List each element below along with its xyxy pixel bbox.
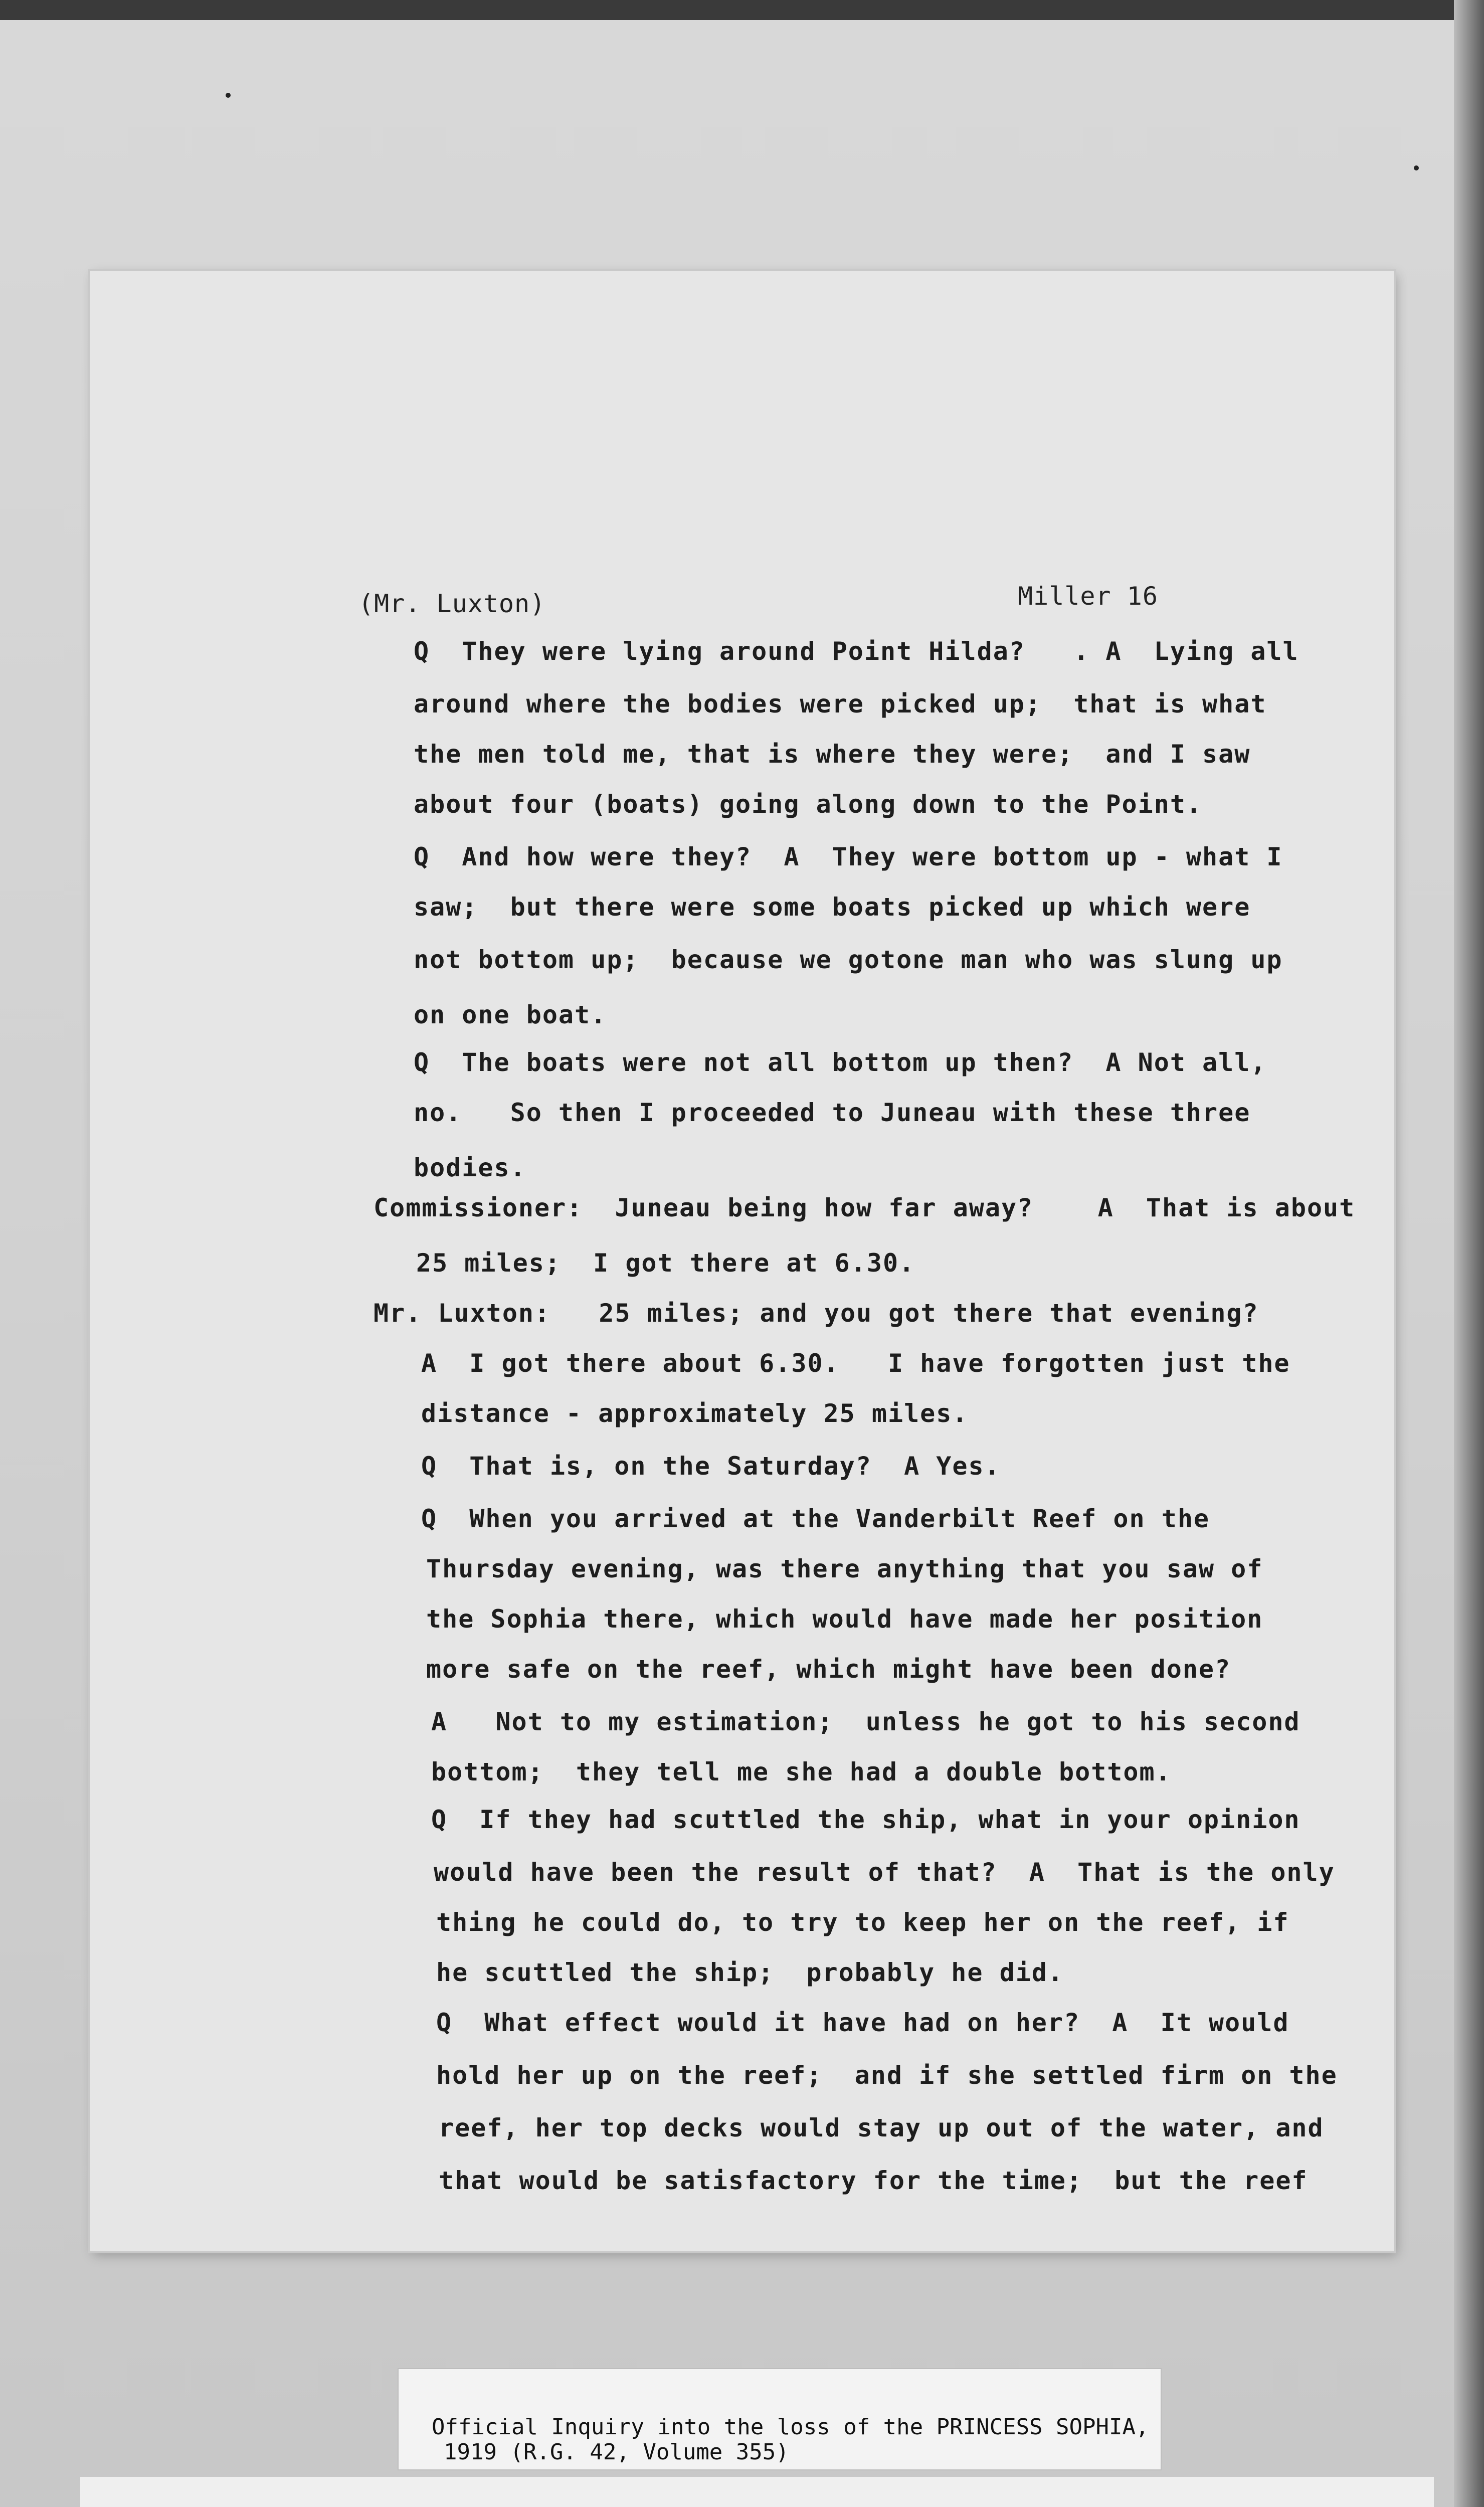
transcript-line: Q And how were they? A They were bottom up - what I <box>414 842 1283 871</box>
speaker-heading: (Mr. Luxton) <box>358 589 546 618</box>
transcript-line: more safe on the reef, which might have been done? <box>426 1655 1231 1684</box>
public-archives-banner <box>80 2477 1434 2507</box>
transcript-line: Commissioner: Juneau being how far away? A That is about <box>374 1193 1356 1222</box>
caption-line-title: Official Inquiry into the loss of the PRINCESS SOPHIA, <box>432 2414 1149 2440</box>
transcript-line: Q If they had scuttled the ship, what in your opinion <box>431 1805 1301 1834</box>
archive-caption-label <box>399 2369 1161 2469</box>
caption-line-reference: 1919 (R.G. 42, Volume 355) <box>444 2439 789 2465</box>
transcript-line: 25 miles; I got there at 6.30. <box>416 1248 915 1278</box>
transcript-line: the Sophia there, which would have made her position <box>426 1604 1263 1634</box>
transcript-line: Mr. Luxton: 25 miles; and you got there that evening? <box>374 1299 1259 1328</box>
page-number: Miller 16 <box>1018 582 1158 611</box>
transcript-line: A I got there about 6.30. I have forgotten just the <box>421 1349 1290 1378</box>
transcript-line: he scuttled the ship; probably he did. <box>436 1958 1064 1987</box>
transcript-line: Q They were lying around Point Hilda? . A Lying all <box>414 637 1299 666</box>
transcript-line: around where the bodies were picked up; that is what <box>414 689 1267 719</box>
transcript-line: that would be satisfactory for the time; but the reef <box>439 2166 1308 2195</box>
transcript-line: A Not to my estimation; unless he got to his second <box>431 1707 1301 1736</box>
transcript-line: the men told me, that is where they were; and I saw <box>414 740 1251 769</box>
transcript-line: distance - approximately 25 miles. <box>421 1399 969 1428</box>
film-edge-top <box>0 0 1484 20</box>
transcript-line: Q That is, on the Saturday? A Yes. <box>421 1452 1001 1481</box>
transcript-line: hold her up on the reef; and if she settled firm on the <box>436 2061 1338 2090</box>
transcript-line: Q What effect would it have had on her? A It would <box>436 2008 1289 2037</box>
transcript-line: would have been the result of that? A That is the only <box>434 1858 1335 1887</box>
transcript-line: saw; but there were some boats picked up which were <box>414 892 1251 922</box>
transcript-line: bodies. <box>414 1153 526 1182</box>
film-edge-right <box>1454 0 1484 2507</box>
transcript-line: reef, her top decks would stay up out of the water, and <box>439 2113 1324 2142</box>
transcript-line: not bottom up; because we gotone man who was slung up <box>414 945 1283 974</box>
transcript-line: bottom; they tell me she had a double bottom. <box>431 1757 1172 1786</box>
dust-speck <box>226 93 231 98</box>
transcript-line: thing he could do, to try to keep her on the reef, if <box>436 1908 1289 1937</box>
transcript-line: Q When you arrived at the Vanderbilt Reef on the <box>421 1504 1210 1533</box>
transcript-line: about four (boats) going along down to the Point. <box>414 790 1203 819</box>
transcript-line: Q The boats were not all bottom up then? A Not all, <box>414 1048 1267 1077</box>
transcript-line: no. So then I proceeded to Juneau with these three <box>414 1098 1251 1127</box>
dust-speck <box>1414 165 1419 170</box>
transcript-line: Thursday evening, was there anything that you saw of <box>426 1554 1263 1583</box>
transcript-line: on one boat. <box>414 1000 607 1029</box>
